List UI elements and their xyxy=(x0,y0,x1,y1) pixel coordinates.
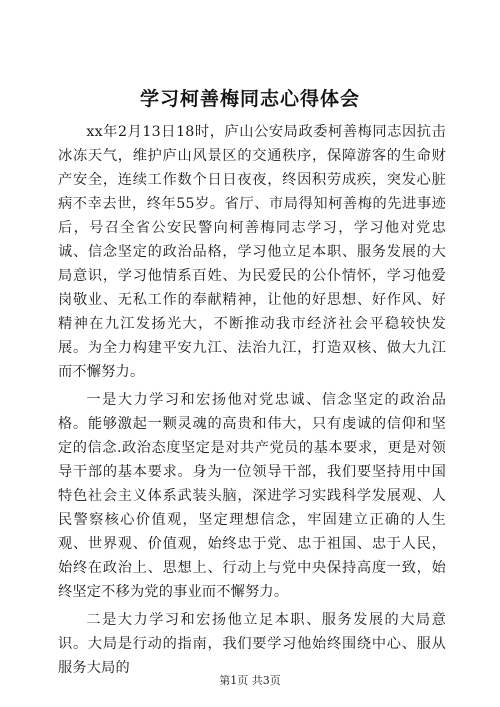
document-body xyxy=(58,120,446,684)
page-footer: 第1页 共3页 xyxy=(219,674,281,687)
paragraph-3: 二是大力学习和宏扬他立足本职、服务发展的大局意识。大局是行动的指南，我们要学习他始终围绕中心、服从服务大局的 xyxy=(58,612,446,676)
paragraph-2: 一是大力学习和宏扬他对党忠诚、信念坚定的政治品格。能够激起一颗灵魂的高贵和伟大，只有虔诚的信仰和坚定的信念.政治态度坚定是对共产党员的基本要求，更是对领导干部的基本要求。身为一位领导干部，我们要坚持用中国特色社会主义体系武装头脑，深进学习实践科学发展观、人民警察核心价值观，坚定理想信念，牢固建立正确的人生观、世界观、价值观，始终忠于党、忠于祖国、忠于人民，始终在政治上、思想上、行动上与党中央保持高度一致，始终坚定不移为党的事业而不懈努力。 xyxy=(58,392,446,600)
document-title: 学习柯善梅同志心得体会 xyxy=(139,88,360,110)
paragraph-1: xx年2月13日18时，庐山公安局政委柯善梅同志因抗击冰冻天气，维护庐山风景区的交通秩序，保障游客的生命财产安全，连续工作数个日日夜夜，终因积劳成疾，突发心脏病不幸去世，终年55岁。省厅、市局得知柯善梅的先进事迹后，号召全省公安民警向柯善梅同志学习，学习他对党忠诚、信念坚定的政治品格，学习他立足本职、服务发展的大局意识，学习他情系百姓、为民爱民的公仆情怀，学习他爱岗敬业、无私工作的奉献精神，让他的好思想、好作风、好精神在九江发扬光大，不断推动我市经济社会平稳较快发展。为全力构建平安九江、法治九江，打造双核、做大九江而不懈努力。 xyxy=(58,124,446,380)
